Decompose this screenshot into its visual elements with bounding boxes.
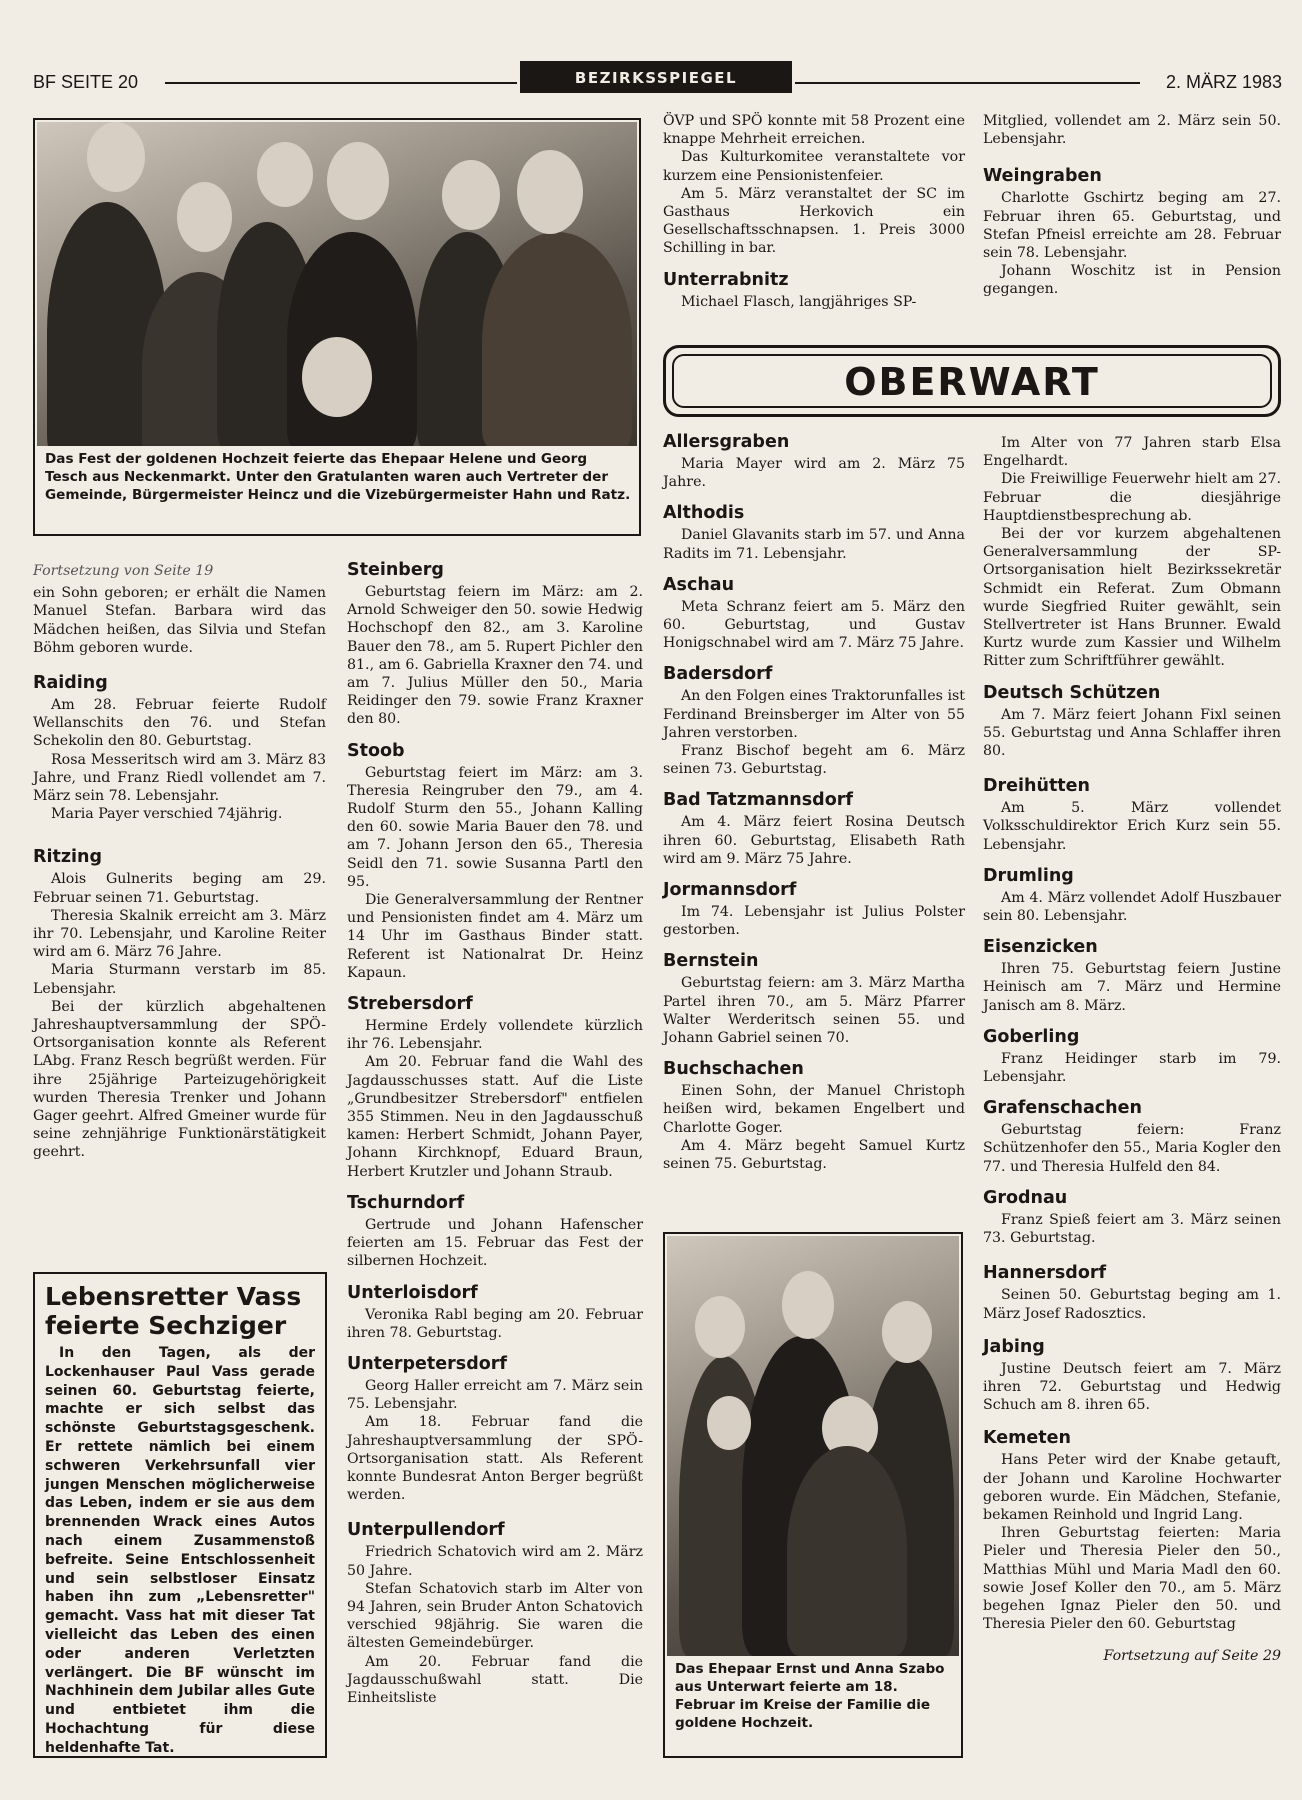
heading-allersgraben: Allersgraben (663, 432, 790, 452)
article-text: Ihren Geburtstag feierten: Maria Pieler und Theresia Pieler den 50., Matthias Mühl und Maria Madl den 60. sowie Josef Koller den 70., am 5. März begehen Ignaz Pieler den 50. und Theresia Pieler den 60. Geburtstag (983, 1525, 1281, 1633)
article-text: Bei der kürzlich abgehaltenen Jahreshauptversammlung der SPÖ-Ortsorganisation konnte als Referent LAbg. Franz Resch begrüßt werden. Für ihre 25jährige Parteizugehörigkeit wurden Theresia Trenker und Johann Gager geehrt. Alfred Gmeiner wurde für seine zehnjährige Funktionärstätigkeit geehrt. (33, 998, 326, 1161)
article-text: Ihren 75. Geburtstag feiern Justine Heinisch am 7. März und Hermine Janisch am 8. März. (983, 961, 1281, 1014)
article-text: Rosa Messeritsch wird am 3. März 83 Jahre, und Franz Riedl vollendet am 7. März sein 78. Lebensjahr. (33, 751, 326, 805)
article-text: Georg Haller erreicht am 7. März sein 75. Lebensjahr. (347, 1377, 643, 1413)
heading-grafenschachen: Grafenschachen (983, 1098, 1142, 1119)
heading-unterrabnitz: Unterrabnitz (663, 269, 789, 290)
heading-bernstein: Bernstein (663, 951, 759, 972)
article-text: Hans Peter wird der Knabe getauft, der Johann und Karoline Hochwarter geboren wurde. Ein Mädchen, Stefanie, bekamen Reinhold und Ingrid Lang. (983, 1452, 1281, 1523)
article-text: Justine Deutsch feiert am 7. März ihren 72. Geburtstag und Hedwig Schuch am 8. ihren 65. (983, 1360, 1281, 1414)
photo-caption-2: Das Ehepaar Ernst und Anna Szabo aus Unterwart feierte am 18. Februar im Kreise der Familie die goldene Hochzeit. (675, 1660, 953, 1750)
column-4-top (983, 112, 1281, 299)
article-text: Franz Heidinger starb im 79. Lebensjahr. (983, 1050, 1281, 1086)
heading-bad-tatzmannsdorf: Bad Tatzmannsdorf (663, 790, 853, 811)
article-text: An den Folgen eines Traktorunfalles ist Ferdinand Breinsberger im Alter von 55 Jahren verstorben. (663, 688, 965, 741)
oberwart-title: OBERWART (672, 354, 1272, 408)
article-text: Franz Spieß feiert am 3. März seinen 73. Geburtstag. (983, 1211, 1281, 1247)
article-text: Geburtstag feiern im März: am 2. Arnold Schweiger den 50. sowie Hedwig Hochschopf den 82., am 3. Karoline Bauer den 78., am 5. Rupert Pichler den 81., am 6. Gabriella Kraxner den 74. und am 7. Julius Müller den 50., Maria Reidinger den 79. sowie Franz Kraxner den 80. (347, 584, 643, 728)
heading-kemeten: Kemeten (983, 1428, 1071, 1449)
article-text: Die Freiwillige Feuerwehr hielt am 27. Februar die diesjährige Hauptdienstbesprechung ab. (983, 471, 1281, 524)
article-text: Michael Flasch, langjähriges SP- (681, 293, 917, 310)
heading-unterpetersdorf: Unterpetersdorf (347, 1353, 508, 1374)
boxed-article-vass (33, 1272, 327, 1758)
article-text: Meta Schranz feiert am 5. März den 60. Geburtstag, und Gustav Honigschnabel wird am 7. März 75 Jahre. (663, 598, 965, 652)
boxed-article-title: Lebensretter Vass feierte Sechziger (45, 1282, 302, 1340)
issue-date: 2. MÄRZ 1983 (1165, 72, 1282, 92)
heading-badersdorf: Badersdorf (663, 664, 773, 685)
article-text: Am 4. März feiert Rosina Deutsch ihren 60. Geburtstag, Elisabeth Rath wird am 9. März 75 Jahre. (663, 814, 965, 867)
heading-ritzing: Ritzing (33, 847, 103, 868)
article-text: Im Alter von 77 Jahren starb Elsa Engelhardt. (983, 435, 1281, 470)
heading-unterloisdorf: Unterloisdorf (347, 1282, 478, 1303)
heading-weingraben: Weingraben (983, 166, 1102, 187)
article-text: Johann Woschitz ist in Pension gegangen. (983, 263, 1281, 298)
article-text: Maria Payer verschied 74jährig. (51, 806, 283, 823)
column-4 (983, 434, 1281, 1666)
photo-golden-wedding-szabo (667, 1236, 959, 1656)
boxed-article-text: In den Tagen, als der Lockenhauser Paul Vass gerade seinen 60. Geburtstag feierte, machte er sich selbst das schönste Geburtstagsgeschenk. Er rettete nämlich bei einem schweren Verkehrsunfall vier jungen Menschen möglicherweise das Leben, indem er sie aus dem brennenden Wrack eines Autos nach einem Zusammenstoß befreite. Seine Entschlossenheit und sein selbstloser Einsatz haben ihn zum „Lebensretter" gemacht. Vass hat mit dieser Tat vielleicht das Leben des einen oder anderen Verletzten verlängert. Die BF wünscht im Nachhinein dem Jubilar alles Gute und entbietet ihm die Hochachtung für diese heldenhafte Tat. (45, 1345, 315, 1756)
heading-tschurndorf: Tschurndorf (347, 1192, 465, 1213)
article-text: Daniel Glavanits starb im 57. und Anna Radits im 71. Lebensjahr. (663, 527, 965, 562)
article-text: Charlotte Gschirtz beging am 27. Februar ihren 65. Geburtstag, und Stefan Pfneisl erreichte am 28. Februar sein 78. Lebensjahr. (983, 190, 1281, 262)
article-text: Gertrude und Johann Hafenscher feierten am 15. Februar das Fest der silbernen Hochzeit. (347, 1216, 643, 1270)
article-text: Theresia Skalnik erreicht am 3. März ihr 70. Lebensjahr, und Karoline Reiter wird am 6. März 76 Jahre. (33, 907, 326, 961)
article-text: Stefan Schatovich starb im Alter von 94 Jahren, sein Bruder Anton Schatovich verschied 98jährig. Sie waren die ältesten Gemeindebürger. (347, 1580, 643, 1652)
heading-aschau: Aschau (663, 574, 735, 595)
heading-stoob: Stoob (347, 740, 405, 761)
article-text: Seinen 50. Geburtstag beging am 1. März Josef Radosztics. (983, 1287, 1281, 1322)
article-text: Alois Gulnerits beging am 29. Februar seinen 71. Geburtstag. (33, 871, 326, 906)
photo-frame-1 (33, 118, 641, 536)
heading-hannersdorf: Hannersdorf (983, 1263, 1107, 1284)
heading-jabing: Jabing (983, 1336, 1045, 1357)
section-banner: BEZIRKSSPIEGEL (520, 61, 792, 93)
article-text: Am 5. März veranstaltet der SC im Gasthaus Herkovich ein Gesellschaftsschnapsen. 1. Preis 3000 Schilling in bar. (663, 185, 965, 257)
column-1 (33, 562, 326, 1162)
header-rule-left (165, 82, 517, 84)
article-text: Am 20. Februar fand die Wahl des Jagdausschusses statt. Auf die Liste „Grundbesitzer Strebersdorf" entfielen 355 Stimmen. Neu in den Jagdausschuß kamen: Herbert Schmidt, Johann Payer, Johann Kirchknopf, Eduard Braun, Herbert Krutzler und Johann Straub. (347, 1054, 643, 1180)
article-text: Das Kulturkomitee veranstaltete vor kurzem eine Pensionistenfeier. (663, 149, 965, 184)
continued-from: Fortsetzung von Seite 19 (33, 563, 214, 579)
column-3-top (663, 112, 965, 311)
article-text: Mitglied, vollendet am 2. März sein 50. Lebensjahr. (983, 113, 1281, 148)
article-text: Am 28. Februar feierte Rudolf Wellanschits den 76. und Stefan Schekolin den 80. Geburtstag. (33, 697, 326, 750)
heading-jormannsdorf: Jormannsdorf (663, 880, 797, 901)
article-text: ÖVP und SPÖ konnte mit 58 Prozent eine knappe Mehrheit erreichen. (663, 113, 965, 148)
article-text: Einen Sohn, der Manuel Christoph heißen wird, bekamen Engelbert und Charlotte Goger. (663, 1083, 965, 1136)
heading-buchschachen: Buchschachen (663, 1059, 804, 1080)
article-text: Friedrich Schatovich wird am 2. März 50 Jahre. (347, 1544, 643, 1579)
continued-on: Fortsetzung auf Seite 29 (1103, 1648, 1281, 1665)
oberwart-section-banner (663, 345, 1281, 417)
article-text: Am 5. März vollendet Volksschuldirektor Erich Kurz sein 55. Lebensjahr. (983, 800, 1281, 853)
column-2 (347, 548, 643, 1707)
article-text: Am 4. März vollendet Adolf Huszbauer sein 80. Lebensjahr. (983, 889, 1281, 925)
heading-goberling: Goberling (983, 1026, 1080, 1047)
heading-unterpullendorf: Unterpullendorf (347, 1520, 505, 1541)
heading-raiding: Raiding (33, 673, 108, 694)
heading-deutsch-schuetzen: Deutsch Schützen (983, 682, 1161, 703)
article-text: Geburtstag feiert im März: am 3. Theresia Reingruber den 79., am 4. Rudolf Sturm den 55., Johann Kalling den 60. sowie Maria Bauer den 78. und am 7. Johann Jerson den 65., Theresia Seidl den 71. sowie Susanna Partl den 95. (347, 764, 643, 890)
heading-althodis: Althodis (663, 503, 745, 524)
article-text: Am 18. Februar fand die Jahreshauptversammlung der SPÖ-Ortsorganisation statt. Als Referent konnte Bundesrat Anton Berger begrüßt werden. (347, 1414, 643, 1504)
header-rule-right (795, 82, 1140, 84)
photo-caption-1: Das Fest der goldenen Hochzeit feierte das Ehepaar Helene und Georg Tesch aus Neckenmarkt. Unter den Gratulanten waren auch Vertreter der Gemeinde, Bürgermeister Heincz und die Vizebürgermeister Hahn und Ratz. (45, 450, 631, 530)
photo-golden-wedding-tesch (37, 122, 637, 446)
heading-steinberg: Steinberg (347, 560, 444, 580)
heading-drumling: Drumling (983, 865, 1074, 886)
article-text: Geburtstag feiern: Franz Schützenhofer den 55., Maria Kogler den 77. und Theresia Hulfeld den 84. (983, 1122, 1281, 1175)
article-text: Hermine Erdely vollendete kürzlich ihr 76. Lebensjahr. (347, 1018, 643, 1053)
heading-strebersdorf: Strebersdorf (347, 994, 473, 1015)
article-text: Veronika Rabl beging am 20. Februar ihren 78. Geburtstag. (347, 1306, 643, 1341)
article-text: Die Generalversammlung der Rentner und Pensionisten findet am 4. März um 14 Uhr im Gasthaus Binder statt. Referent ist Nationalrat Dr. Heinz Kapaun. (347, 892, 643, 981)
article-text: ein Sohn geboren; er erhält die Namen Manuel Stefan. Barbara wird das Mädchen heißen, das Silvia und Stefan Böhm geboren wurde. (33, 585, 326, 656)
article-text: Geburtstag feiern: am 3. März Martha Partel ihren 70., am 5. März Pfarrer Walter Werderitsch seinen 55. und Johann Gabriel seinen 70. (663, 975, 965, 1047)
page-number: BF SEITE 20 (33, 72, 139, 92)
article-text: Maria Mayer wird am 2. März 75 Jahre. (663, 456, 965, 491)
article-text: Am 7. März feiert Johann Fixl seinen 55. Geburtstag und Anna Schlaffer ihren 80. (983, 706, 1281, 760)
heading-grodnau: Grodnau (983, 1187, 1068, 1208)
article-text: Maria Sturmann verstarb im 85. Lebensjahr. (33, 962, 326, 997)
photo-frame-2 (663, 1232, 963, 1758)
article-text: Franz Bischof begeht am 6. März seinen 73. Geburtstag. (663, 743, 965, 778)
article-text: Am 20. Februar fand die Jagdausschußwahl statt. Die Einheitsliste (347, 1653, 643, 1706)
article-text: Bei der vor kurzem abgehaltenen Generalversammlung der SP-Ortsorganisation hielt Bezirkssekretär Schmidt ein Referat. Zum Obmann wurde Siegfried Ruiter gewählt, sein Stellvertreter ist Hans Brunner. Ewald Kurtz wurde zum Kassier und Wilhelm Ritter zum Schriftführer gewählt. (983, 526, 1281, 670)
heading-eisenzicken: Eisenzicken (983, 937, 1098, 958)
column-3 (663, 422, 965, 1173)
article-text: Am 4. März begeht Samuel Kurtz seinen 75. Geburtstag. (663, 1137, 965, 1173)
heading-dreihuetten: Dreihütten (983, 776, 1090, 797)
article-text: Im 74. Lebensjahr ist Julius Polster gestorben. (663, 904, 965, 939)
